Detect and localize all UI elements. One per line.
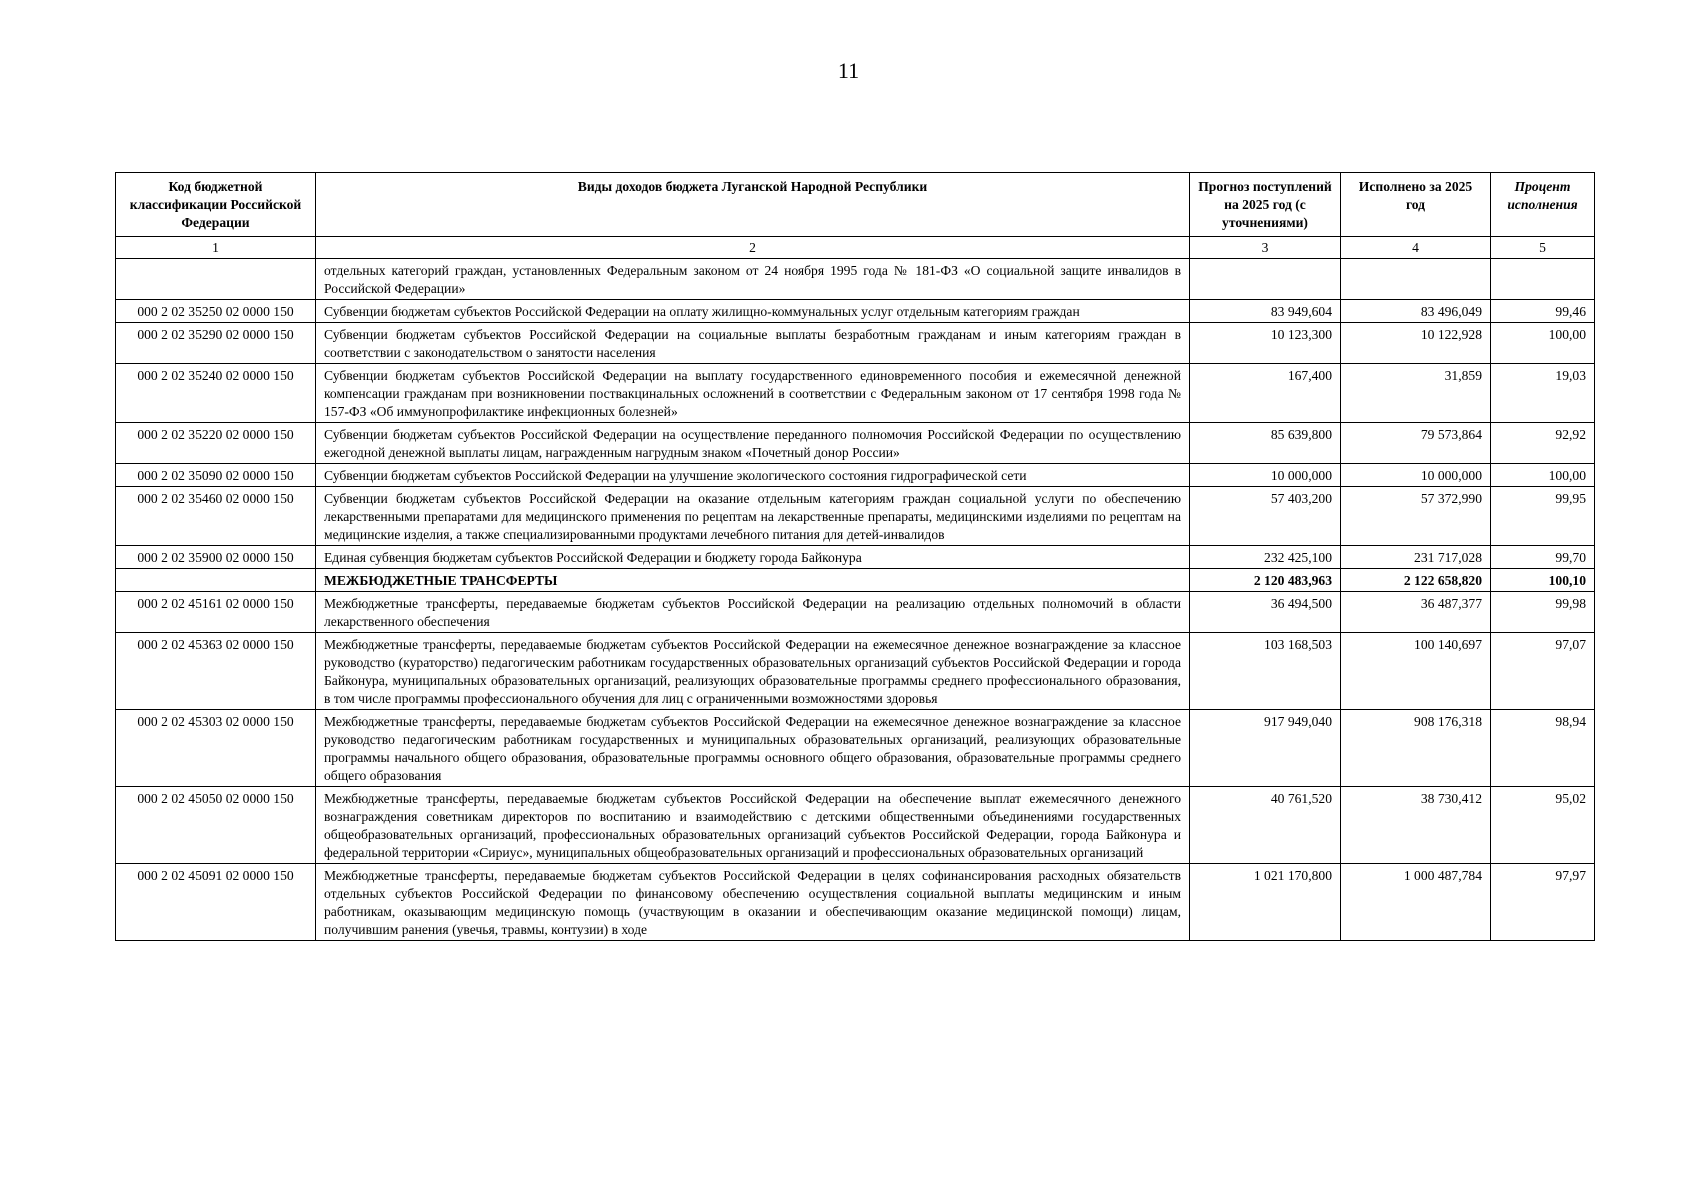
table-row: [116, 864, 1595, 941]
cell-description: Субвенции бюджетам субъектов Российской Федерации на осуществление переданного полномочия Российской Федерации по осуществлению ежегодной денежной выплаты лицам, награжденным нагрудным знаком «Почетный донор России»: [316, 423, 1190, 464]
cell-code: 000 2 02 45363 02 0000 150: [116, 633, 316, 710]
cell-description: Субвенции бюджетам субъектов Российской Федерации на улучшение экологического состояния гидрографической сети: [316, 464, 1190, 487]
cell-forecast: 167,400: [1190, 364, 1341, 423]
cell-forecast: [1190, 259, 1341, 300]
cell-code: [116, 259, 316, 300]
cell-code: 000 2 02 45091 02 0000 150: [116, 864, 316, 941]
cell-description: Субвенции бюджетам субъектов Российской Федерации на социальные выплаты безработным гражданам и иным категориям граждан в соответствии с законодательством о занятости населения: [316, 323, 1190, 364]
cell-percent: [1491, 259, 1595, 300]
cell-executed: 100 140,697: [1341, 633, 1491, 710]
cell-executed: 83 496,049: [1341, 300, 1491, 323]
cell-forecast: 103 168,503: [1190, 633, 1341, 710]
cell-description: Межбюджетные трансферты, передаваемые бюджетам субъектов Российской Федерации в целях софинансирования расходных обязательств отдельных субъектов Российской Федерации по финансовому обеспечению осуществления социальной выплаты медицинским и иным работникам, оказывающим медицинскую помощь (участвующим в оказании и обеспечивающим оказание медицинской помощи) лицам, получившим ранения (увечья, травмы, контузии) в ходе: [316, 864, 1190, 941]
cell-forecast: 85 639,800: [1190, 423, 1341, 464]
table-row: [116, 364, 1595, 423]
cell-percent: 92,92: [1491, 423, 1595, 464]
cell-percent: 97,07: [1491, 633, 1595, 710]
table-row: [116, 592, 1595, 633]
column-number: 2: [316, 237, 1190, 259]
table-row: [116, 464, 1595, 487]
cell-percent: 99,95: [1491, 487, 1595, 546]
cell-code: [116, 569, 316, 592]
cell-code: 000 2 02 35090 02 0000 150: [116, 464, 316, 487]
cell-executed: 31,859: [1341, 364, 1491, 423]
cell-executed: 10 122,928: [1341, 323, 1491, 364]
cell-forecast: 57 403,200: [1190, 487, 1341, 546]
header-forecast: Прогноз поступлений на 2025 год (с уточнениями): [1190, 173, 1341, 237]
column-number: 5: [1491, 237, 1595, 259]
cell-description: Субвенции бюджетам субъектов Российской Федерации на оказание отдельным категориям граждан социальной услуги по обеспечению лекарственными препаратами для медицинского применения по рецептам на лекарственные препараты, медицинскими изделиями по рецептам на медицинские изделия, а также специализированными продуктами лечебного питания для детей-инвалидов: [316, 487, 1190, 546]
cell-percent: 99,46: [1491, 300, 1595, 323]
cell-code: 000 2 02 45050 02 0000 150: [116, 787, 316, 864]
cell-percent: 100,10: [1491, 569, 1595, 592]
cell-code: 000 2 02 35220 02 0000 150: [116, 423, 316, 464]
cell-forecast: 10 000,000: [1190, 464, 1341, 487]
cell-executed: 38 730,412: [1341, 787, 1491, 864]
cell-description: отдельных категорий граждан, установленных Федеральным законом от 24 ноября 1995 года № 181-ФЗ «О социальной защите инвалидов в Российской Федерации»: [316, 259, 1190, 300]
cell-percent: 100,00: [1491, 464, 1595, 487]
cell-forecast: 1 021 170,800: [1190, 864, 1341, 941]
cell-executed: 908 176,318: [1341, 710, 1491, 787]
cell-executed: 2 122 658,820: [1341, 569, 1491, 592]
cell-percent: 99,70: [1491, 546, 1595, 569]
cell-forecast: 83 949,604: [1190, 300, 1341, 323]
cell-percent: 100,00: [1491, 323, 1595, 364]
cell-code: 000 2 02 45161 02 0000 150: [116, 592, 316, 633]
table-row: [116, 787, 1595, 864]
column-number-row: [116, 237, 1595, 259]
cell-percent: 99,98: [1491, 592, 1595, 633]
cell-executed: 231 717,028: [1341, 546, 1491, 569]
cell-code: 000 2 02 35250 02 0000 150: [116, 300, 316, 323]
column-number: 1: [116, 237, 316, 259]
table-row: [116, 546, 1595, 569]
column-number: 4: [1341, 237, 1491, 259]
column-number: 3: [1190, 237, 1341, 259]
cell-forecast: 10 123,300: [1190, 323, 1341, 364]
cell-executed: 57 372,990: [1341, 487, 1491, 546]
table-row: [116, 323, 1595, 364]
cell-description: Единая субвенция бюджетам субъектов Российской Федерации и бюджету города Байконура: [316, 546, 1190, 569]
cell-executed: [1341, 259, 1491, 300]
table-row: [116, 423, 1595, 464]
cell-description: Межбюджетные трансферты, передаваемые бюджетам субъектов Российской Федерации на реализацию отдельных полномочий в области лекарственного обеспечения: [316, 592, 1190, 633]
cell-executed: 36 487,377: [1341, 592, 1491, 633]
cell-executed: 79 573,864: [1341, 423, 1491, 464]
cell-description: Межбюджетные трансферты, передаваемые бюджетам субъектов Российской Федерации на обеспечение выплат ежемесячного денежного вознаграждения советникам директоров по воспитанию и взаимодействию с детскими общественными объединениями государственных общеобразовательных организаций, профессиональных образовательных организаций субъектов Российской Федерации, города Байконура и федеральной территории «Сириус», муниципальных общеобразовательных организаций и профессиональных образовательных организаций: [316, 787, 1190, 864]
header-code: Код бюджетной классификации Российской Федерации: [116, 173, 316, 237]
table-body: [116, 237, 1595, 941]
header-row: [116, 173, 1595, 237]
table-row: [116, 633, 1595, 710]
table-header: [116, 173, 1595, 237]
header-description: Виды доходов бюджета Луганской Народной Республики: [316, 173, 1190, 237]
cell-forecast: 36 494,500: [1190, 592, 1341, 633]
table-row: [116, 569, 1595, 592]
cell-code: 000 2 02 35240 02 0000 150: [116, 364, 316, 423]
cell-percent: 97,97: [1491, 864, 1595, 941]
table-row: [116, 487, 1595, 546]
cell-description: Межбюджетные трансферты, передаваемые бюджетам субъектов Российской Федерации на ежемесячное денежное вознаграждение за классное руководство педагогическим работникам государственных и муниципальных образовательных организаций, реализующих образовательные программы начального общего образования, образовательные программы основного общего образования, образовательные программы среднего общего образования: [316, 710, 1190, 787]
header-executed: Исполнено за 2025 год: [1341, 173, 1491, 237]
cell-percent: 19,03: [1491, 364, 1595, 423]
cell-code: 000 2 02 35290 02 0000 150: [116, 323, 316, 364]
cell-code: 000 2 02 35900 02 0000 150: [116, 546, 316, 569]
cell-forecast: 917 949,040: [1190, 710, 1341, 787]
table-row: [116, 300, 1595, 323]
table-row: [116, 259, 1595, 300]
cell-code: 000 2 02 35460 02 0000 150: [116, 487, 316, 546]
cell-description: Межбюджетные трансферты, передаваемые бюджетам субъектов Российской Федерации на ежемесячное денежное вознаграждение за классное руководство (кураторство) педагогическим работникам государственных образовательных организаций субъектов Российской Федерации и города Байконура, муниципальных образовательных организаций, реализующих образовательные программы среднего профессионального образования, в том числе программы профессионального обучения для лиц с ограниченными возможностями здоровья: [316, 633, 1190, 710]
cell-description: МЕЖБЮДЖЕТНЫЕ ТРАНСФЕРТЫ: [316, 569, 1190, 592]
cell-percent: 98,94: [1491, 710, 1595, 787]
cell-executed: 1 000 487,784: [1341, 864, 1491, 941]
cell-percent: 95,02: [1491, 787, 1595, 864]
cell-forecast: 232 425,100: [1190, 546, 1341, 569]
cell-description: Субвенции бюджетам субъектов Российской Федерации на выплату государственного единовременного пособия и ежемесячной денежной компенсации гражданам при возникновении поствакцинальных осложнений в соответствии с Федеральным законом от 17 сентября 1998 года № 157-ФЗ «Об иммунопрофилактике инфекционных болезней»: [316, 364, 1190, 423]
page-number: 11: [837, 58, 860, 83]
budget-revenue-table: [115, 172, 1595, 941]
cell-description: Субвенции бюджетам субъектов Российской Федерации на оплату жилищно-коммунальных услуг отдельным категориям граждан: [316, 300, 1190, 323]
cell-code: 000 2 02 45303 02 0000 150: [116, 710, 316, 787]
cell-forecast: 40 761,520: [1190, 787, 1341, 864]
table-row: [116, 710, 1595, 787]
cell-forecast: 2 120 483,963: [1190, 569, 1341, 592]
header-percent: Процент исполнения: [1491, 173, 1595, 237]
cell-executed: 10 000,000: [1341, 464, 1491, 487]
